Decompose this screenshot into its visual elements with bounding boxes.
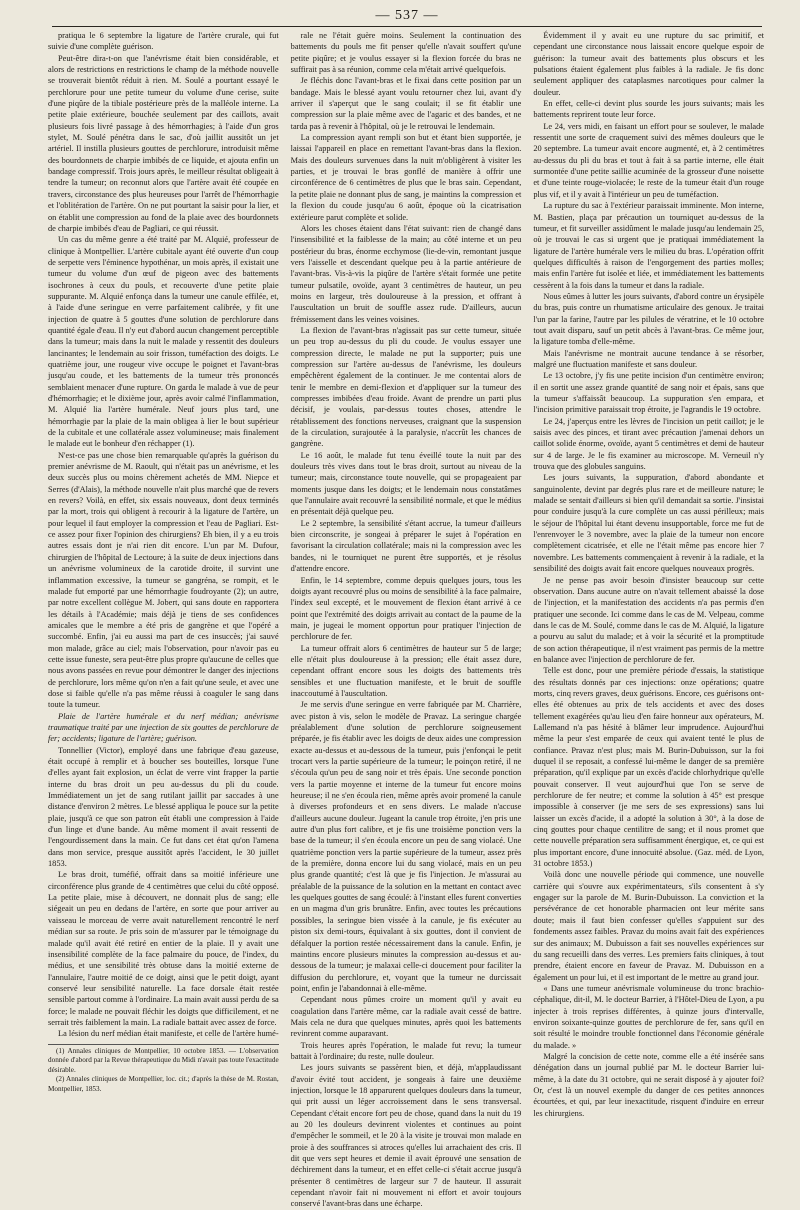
footnote: (2) Annales cliniques de Montpellier, loc. cit.; d'après la thèse de M. Rostan, Montpellier, 1853. <box>48 1075 279 1093</box>
paragraph: N'est-ce pas une chose bien remarquable qu'après la guérison du premier anévrisme de M. Raoult, qui n'était pas un anévrisme, et les deux succès plus ou moins chèrement achetés de MM. Niepce et Serres (d'Alais), la méthode nouvelle n'ait plus marché que de revers en revers? Voilà, en effet, six essais nouveaux, dont deux terminés par la mort, trois qui obligent à recourir à la ligature de l'artère, un pour lequel il faut employer la compression et l'eau de Pagliari. Est-ce assez pour fixer l'opinion des chirurgiens? Eh bien, il y a eu trois autres essais dont je n'ai rien dit encore. L'un par M. Dufour, chirurgien de l'hôpital de Lectoure; à la suite de deux injections dans un anévrisme volumineux de la carotide droite, il survint une inflammation excessive, la tumeur se gangréna, se rompit, et le malade fut emporté par une hémorrhagie foudroyante (2); un autre, par notre excellent collègue M. Jobert, qui sans doute en rapportera les détails à l'Académie; mais déjà je tiens de ses confidences amicales que le membre a été pris de gangrène et que l'opéré a succombé. Enfin, j'ai eu aussi ma part de ces insuccès; j'ai sauvé mon malade, grâce au ciel; mais l'observation, pour n'avoir pas eu cette issue funeste, sera peut-être plus propre qu'aucune de celles que nous avons passées en revue pour démontrer le danger des injections de perchlorure, lors même qu'on n'en a fait qu'une seule, et avec une dose si faible qu'elle n'a pas même réussi à coaguler le sang dans toute la tumeur. <box>48 450 279 710</box>
paragraph: Le bras droit, tuméfié, offrait dans sa moitié inférieure une circonférence plus grande de 4 centimètres que celui du côté opposé. La petite plaie, mise à découvert, ne donnait plus de sang; elle siégeait un peu en dedans de l'artère, en sorte que pour arriver au vaisseau le morceau de verre avait naturellement rencontré le nerf médian sur sa route. Je pris soin de m'assurer par le témoignage du malade qu'il avait été retiré en entier de la plaie. Il y avait une insensibilité complète de la face palmaire du pouce, de l'index, du médius, et une sensibilité très obtuse dans la moitié externe de l'annulaire, l'autre moitié de ce doigt, ainsi que le petit doigt, ayant conservé leur sensibilité naturelle. La face dorsale était restée sensible partout comme à l'ordinaire. La main avait aussi perdu de sa force; le malade ne pouvait fléchir les doigts que difficilement, et ne serrait très faiblement la main. La radiale battait avec assez de force. <box>48 870 279 1027</box>
paragraph: Les jours suivants, la suppuration, d'abord abondante et sanguinolente, devint par degrés plus rare et de meilleure nature; le malade se sentait d'ailleurs si bien qu'il demandait sa sortie. J'insistai pour conduire jusqu'à la cure complète un cas aussi périlleux; mais le séjour de l'hôpital lui étant devenu insupportable, force me fut de l'enrenvoyer le 3 novembre, avec la plaie de la tumeur non encore complètement cicatrisée, et elle ne l'était même pas encore hier 7 novembre. Les battements commençaient à revenir à la radiale, et la sensibilité des doigts avait fait encore quelques nouveaux progrès. <box>533 473 764 574</box>
paragraph: Les jours suivants se passèrent bien, et déjà, m'applaudissant d'avoir évité tout accident, je songeais à faire une deuxième injection, lorsque le 18 apparurent quelques douleurs dans la tumeur, qui prit aussi un léger accroissement dans le sens transversal. Cependant c'était encore fort peu de chose, quand dans la nuit du 19 au 20 les douleurs devinrent violentes et continues au point d'empêcher le sommeil, et le 20 à la visite je trouvai mon malade en proie à des souffrances si atroces qu'elles lui arrachaient des cris. Il dit que vers sept heures et demie il avait éprouvé une sensation de déchirement dans la tumeur, et en effet celle-ci s'était accrue jusqu'à présenter 8 centimètres de largeur sur 7 de hauteur. Il assurait cependant n'avoir fait ni mouvement ni effort et avoir toujours conservé l'avant-bras dans une écharpe. <box>290 1063 522 1209</box>
paragraph: Le 24, j'aperçus entre les lèvres de l'incision un petit caillot; je le saisis avec des pinces, et tirant avec précaution j'amenai dehors un caillot solide énorme, ovoïde, ayant 5 centimètres et demi de hauteur sur 4 de large. Je le fis examiner au microscope. M. Verneuil n'y trouva que des globules sanguins. <box>533 416 764 472</box>
column-middle <box>291 30 522 1210</box>
paragraph: Évidemment il y avait eu une rupture du sac primitif, et cependant une circonstance nous laissait encore quelque espoir de guérison: la tumeur avait des battements plus obscurs et les pulsations étaient également plus faibles à la radiale. Je fis donc seulement appliquer des cataplasmes narcotiques pour calmer la douleur. <box>533 31 764 97</box>
paragraph: « Dans une tumeur anévrismale volumineuse du tronc brachio-céphalique, dit-il, M. le docteur Barrier, à l'Hôtel-Dieu de Lyon, a pu injecter à trois reprises différentes, à quinze jours d'intervalle, environ soixante-quinze gouttes de perchlorure de fer, sans qu'il en soit résulté le moindre trouble fonctionnel dans l'économie générale du malade. » <box>533 983 764 1050</box>
page-number: — 537 — <box>375 8 439 23</box>
paragraph: La lésion du nerf médian était manifeste, et celle de l'artère humé- <box>58 1029 279 1039</box>
paragraph: Plaie de l'artère humérale et du nerf médian; anévrisme traumatique traité par une injection de six gouttes de perchlorure de fer; accidents; ligature de l'artère; guérison. <box>48 711 279 744</box>
paragraph: Trois heures après l'opération, le malade fut revu; la tumeur battait à l'ordinaire; du reste, nulle douleur. <box>290 1040 522 1061</box>
paragraph: rale ne l'était guère moins. Seulement la continuation des battements du pouls me fit penser qu'elle n'avait souffert qu'une petite piqûre; et je voulus essayer si la flexion forcée du bras ne suffirait pas à sa réunion, comme cela m'était arrivé quelquefois. <box>290 31 522 75</box>
paragraph: pratiqua le 6 septembre la ligature de l'artère crurale, qui fut suivie d'une complète guérison. <box>48 31 279 52</box>
paragraph: Nous eûmes à lutter les jours suivants, d'abord contre un érysipèle du bras, puis contre un rhumatisme articulaire des genoux. Je traitai l'un par la farine, l'autre par les pilules de vératrine, et le 10 octobre tout avait disparu, sauf un petit abcès à l'avant-bras. Ce même jour, la ligature tomba d'elle-même. <box>533 291 764 347</box>
paragraph: Le 16 août, le malade fut tenu éveillé toute la nuit par des douleurs très vives dans tout le bras droit, surtout au niveau de la tumeur; mais, circonstance toute nouvelle, qui se propageaient par moments jusque dans les doigts; et le lendemain nous constatâmes que l'annulaire avait recouvré la sensibilité normale, et que le médius en présentait déjà quelque peu. <box>290 450 522 517</box>
paragraph: Telle est donc, pour une première période d'essais, la statistique des résultats donnés par ces injections: onze opérations; quatre morts, cinq revers graves, deux guérisons. Encore, ces guérisons ont-elles été obtenues au prix de tels accidents et avec des doses tellement exagérées qu'au lieu d'en faire honneur aux opérateurs, M. Lallemand n'a pas hésité à blâmer leur imprudence. Aujourd'hui même la peur s'est emparée de ceux qui avaient tenté le plus de confiance. Pravaz n'est plus; mais M. Burin-Dubuisson, sur la foi duquel il se reposait, a confessé lui-même le danger de sa première préparation, qu'il explique par un excès d'acide chlorhydrique qu'elle pouvait conserver. Il veut aujourd'hui que l'on se serve de perchlorure de fer neutre; et comme la solution à 45° est presque impossible à conserver (je me sers de ses expressions) sans lui laisser un excès d'acide, il a adopté la solution à 30°, à la dose de cinq gouttes pour chaque centilitre de sang; et il nous promet que cette nouvelle préparation sera suffisamment énergique, et, ce qui est plus important encore, d'une innocuité absolue. (Gaz. méd. de Lyon, 31 octobre 1853.) <box>533 666 764 869</box>
paragraph: Je me servis d'une seringue en verre fabriquée par M. Charrière, avec piston à vis, selon le modèle de Pravaz. La seringue chargée préalablement d'une solution de perchlorure soigneusement préparée, je fis établir avec les doigts de deux aides une compression exacte au-dessus et au-dessous de la tumeur, puis j'enfonçai le petit trocart vers la partie supérieure de la tumeur; le poinçon retiré, il ne s'écoula qu'un peu de sang noir et très épais. Une seconde ponction vers la partie moyenne et interne de la tumeur fut encore moins heureuse; il ne s'en écoula rien, même après avoir promené la canule à diverses profondeurs et en sens divers. Le malade n'accuse d'ailleurs aucune douleur. Jugeant la canule trop étroite, j'en pris une autre d'un plus fort calibre, et je fis une troisième ponction vers la base de la tumeur; il s'en écoula encore un peu de sang violacé. Une quatrième ponction vers la partie supérieure de la tumeur, assez près de la première, donna encore lui du sang violacé, mais en un peu plus grande quantité; c'est là que je fis l'injection. Je m'assurai au préalable de la puissance de la solution en la mettant en contact avec les quelques gouttes de sang écoulé: à l'instant elles furent converties en un magma d'un gris brunâtre. Enfin, avec toutes les précautions possibles, la seringue bien vissée à la canule, je fis exécuter au piston six demi-tours, équivalant à six gouttes, dont il convient de défalquer la portion restée nécessairement dans la canule. Enfin, je maintins encore plusieurs minutes la compression au-dessus et au-dessous de la tumeur; je malaxai celle-ci doucement pour faciliter la diffusion du perchlorure, et, voyant que la tumeur ne durcissait point, enfin je l'abandonnai à elle-même. <box>290 700 522 993</box>
paragraph: Voilà donc une nouvelle période qui commence, une nouvelle carrière qui s'ouvre aux expérimentateurs, s'ils consentent à s'y engager sur la parole de M. Burin-Dubuisson. La conviction et la persévérance de cet honorable pharmacien ont leur mérite sans doute; mais il faut bien confesser qu'elles s'appuient sur des fondements assez faibles. Pravaz du moins avait fait des expériences sur des animaux; M. Dubuisson a fait ses nouvelles expériences sur du sang recueilli dans des verres. Les premiers faits cliniques, à tout prendre, étaient encore en faveur de Pravaz. M. Dubuisson en a également un pour lui, et il est important de le mettre au grand jour. <box>533 870 764 982</box>
column-right <box>533 30 764 1210</box>
paragraph: Tonnellier (Victor), employé dans une fabrique d'eau gazeuse, était occupé à remplir et à boucher ses bouteilles, lorsque l'une d'elles ayant fait explosion, un éclat de verre vint frapper la partie interne du bras droit un peu au-dessus du pli du coude. Immédiatement un jet de sang rutilant jaillit par saccades à une distance d'environ 2 mètres. Le blessé appliqua le pouce sur la petite plaie, jusqu'à ce que son patron eût établi une compression à l'aide d'un linge et d'une bande. Au même moment il avait ressenti de l'engourdissement dans la main. Ce fut dans cet état qu'on l'amena dans mon service, presque aussitôt après l'accident, le 30 juillet 1853. <box>48 745 279 869</box>
text-columns <box>48 30 764 1209</box>
paragraph: Le 2 septembre, la sensibilité s'étant accrue, la tumeur d'ailleurs bien circonscrite, je songeai à préparer le sujet à l'opération en favorisant la circulation collatérale; mais ni la compression avec les bandes, ni le tourniquet ne purent être supportés, et je résolus d'attendre encore. <box>290 518 522 574</box>
paragraph: Mais l'anévrisme ne montrait aucune tendance à se résorber, malgré une fluctuation manifeste et sans douleur. <box>533 348 764 369</box>
paragraph: La flexion de l'avant-bras n'agissait pas sur cette tumeur, située un peu trop au-dessus du pli du coude. Je voulus essayer une compression directe, le malade ne put la supporter; puis une compression sur l'artère au-dessus de l'anévrisme, les douleurs empêchèrent également de la continuer. Je me contentai alors de tenir le membre en demi-flexion et d'appliquer sur la tumeur des compresses imbibées d'eau froide. Avant de prendre un parti plus décisif, je voulais, par-dessus toutes choses, attendre le rétablissement des fonctions nerveuses, craignant que la suspension de la circulation, surajoutée à la paralysie, n'accrût les chances de gangrène. <box>290 325 522 449</box>
footnote: (1) Annales cliniques de Montpellier, 10 octobre 1853. — L'observation donnée d'abord par la Revue thérapeutique du Midi n'avait pas toute l'exactitude désirable. <box>48 1046 279 1074</box>
paragraph: Je ne pense pas avoir besoin d'insister beaucoup sur cette observation. Dans aucune autre on n'avait tellement abaissé la dose de l'injection, et la manifestation des accidents n'a pas permis d'en pratiquer une seconde. Ici comme dans le cas de M. Velpeau, comme dans le cas de M. Soulé, comme dans le cas de M. Alquié, la ligature a pourvu au salut du malade; et à voir la sécurité et la promptitude de son action thérapeutique, il n'est vraiment pas permis de la mettre en balance avec l'injection de perchlorure de fer. <box>533 575 764 664</box>
paragraph: Peut-être dira-t-on que l'anévrisme était bien considérable, et alors de restrictions en restrictions le champ de la méthode nouvelle se trouverait bientôt réduit à rien. M. Soulé a pourtant essayé le perchlorure pour une petite tumeur du volume d'une cerise, suite d'une piqûre de la tibiale postérieure près de la malléole interne. La petite plaie extérieure, bouchée seulement par des caillots, avait plusieurs fois livré passage à des hémorrhagies; à l'aide d'un gros stylet, M. Soulé pénétra dans le sac, d'où jaillit aussitôt un jet artériel. Il instilla plusieurs gouttes de perchlorure, introduisit même des bourdonnets de charpie imbibés de ce liquide, et ajouta enfin un bandage compressif. Trois jours après, le meilleur résultat obligeait à tendre la tumeur; on reconnut alors que l'artère avait été coupée en travers, circonstance des plus heureuses pour l'arrêt de l'hémorrhagie et l'oblitération de l'artère. On ne put pourtant la saisir pour la lier, et on établit une compression au fond de la plaie avec des bourdonnets de charpie imbibés d'eau de Pagliari, ce qui réussit. <box>48 53 279 233</box>
paragraph: La rupture du sac à l'extérieur paraissait imminente. Mon interne, M. Bastien, plaça par précaution un tourniquet au-dessus de la tumeur, et fit surveiller assidûment le malade jusqu'au lendemain 25, où je trouvai le cas si urgent que je pratiquai immédiatement la ligature de l'artère humérale vers le milieu du bras. L'opération offrit quelques difficultés à raison de l'engorgement des parties molles; mais enfin l'artère fut isolée et liée, et immédiatement les battements cessèrent à la fois dans la tumeur et dans la radiale. <box>533 201 764 290</box>
paragraph: La compression ayant rempli son but et étant bien supportée, je laissai l'appareil en place en remettant l'avant-bras dans la flexion. Mais des douleurs survenues dans la nuit m'obligèrent à visiter les parties, et je trouvai le bras gonflé de manière à offrir une circonférence de 6 centimètres de plus que le bras sain. Cependant, la petite plaie ne donnant plus de sang, je maintins la compression et la flexion du coude jusqu'au 6 août, époque où la cicatrisation extérieure parut complète et solide. <box>290 133 522 222</box>
footnotes <box>48 1044 279 1095</box>
page-header <box>52 6 762 27</box>
column-left <box>48 30 279 1210</box>
paragraph: Malgré la concision de cette note, comme elle a été insérée sans dénégation dans un journal publié par M. le docteur Barrier lui-même, à la date du 31 octobre, qui ne serait disposé à y ajouter foi? Or, c'est là un nouvel exemple du danger de ces petites annonces écourtées, et qui, par leur inexactitude, risquent d'induire en erreur les chirurgiens. <box>533 1051 764 1118</box>
paragraph: Alors les choses étaient dans l'état suivant: rien de changé dans l'insensibilité et la faiblesse de la main; au côté interne et un peu postérieur du bras, énorme ecchymose (lie-de-vin, remontant jusque vers l'aisselle et descendant quelque peu à la partie antérieure de l'avant-bras. Vis-à-vis la piqûre de l'artère s'était formée une petite tumeur pulsatile, ovoïde, ayant 3 centimètres de hauteur, un peu moins en largeur, très douloureuse à la pression, et offrant à l'auscultation un bruit de souffle assez rude. D'ailleurs, aucun frémissement dans les veines voisines. <box>290 223 522 324</box>
paragraph: La tumeur offrait alors 6 centimètres de hauteur sur 5 de large; elle n'était plus douloureuse à la pression; elle était assez dure, cependant offrant encore sous les doigts des battements très sensibles et une fluctuation manifeste, et le bruit de souffle inaccoutumé à l'auscultation. <box>290 643 522 698</box>
paragraph: Le 13 octobre, j'y fis une petite incision d'un centimètre environ; il en sortit une assez grande quantité de sang noir et épais, sans que la tumeur s'affaissât beaucoup. La suppuration s'en empara, et l'incision primitive paraissait trop étroite, je l'agrandis le 19 octobre. <box>533 371 764 415</box>
paragraph: En effet, celle-ci devint plus sourde les jours suivants; mais les battements reprirent toute leur force. <box>533 99 764 120</box>
paragraph: Enfin, le 14 septembre, comme depuis quelques jours, tous les doigts ayant recouvré plus ou moins de sensibilité à la face palmaire, l'index seul excepté, et le mouvement de flexion étant arrivé à ce point que l'extrémité des doigts arrivait au contact de la paume de la main, je jugeai le moment opportun pour pratiquer l'injection de perchlorure de fer. <box>290 575 522 642</box>
paragraph: Un cas du même genre a été traité par M. Alquié, professeur de clinique à Montpellier. L'artère cubitale ayant été ouverte d'un coup de serpette vers l'éminence hypothénar, un mois après, il existait une tumeur du volume d'un œuf de pigeon avec des battements isochrones à ceux du pouls, et recouverte d'une petite plaie suppurante. M. Alquié enfonça dans la tumeur une canule effilée, et, à l'aide d'une seringue en verre parfaitement calibrée, y fit une injection de quatre à 5 gouttes d'une solution de perchlorure dans quantité égale d'eau. Il n'y eut d'abord aucun changement perceptible dans la tumeur; mais dans la nuit le malade y ressentit des douleurs lancinantes; le lendemain au soir frisson, tuméfaction des doigts. Le quatrième jour, une rougeur vive occupe le poignet et l'avant-bras jusqu'au coude, et les battements de la tumeur très prononcés semblaient menacer d'une rupture. On garda le malade à vue de peur d'hémorrhagie; et le dixième jour, après avoir calmé l'inflammation, M. Alquié lia l'artère humérale. Neuf jours plus tard, une hémorrhagie par la plaie de la main obligea à lier le bout supérieur de la cubitale et une collatérale assez volumineuse; mais finalement le malade eut le bonheur d'en réchapper (1). <box>48 235 279 449</box>
paragraph: Cependant nous pûmes croire un moment qu'il y avait eu coagulation dans l'artère même, car la radiale avait cessé de battre. Mais cela ne dura que quelques minutes, après quoi les battements revinrent comme auparavant. <box>290 995 522 1039</box>
paragraph: Je fléchis donc l'avant-bras et le fixai dans cette position par un bandage. Mais le blessé ayant voulu retourner chez lui, avant d'y arriver il s'aperçut que le sang coulait; il se fit établir une compression sur la plaie même avec de l'agaric et des bandes, et ne tarda pas à revenir à l'hôpital, où je le retrouvai le lendemain. <box>290 76 522 131</box>
paragraph: Le 24, vers midi, en faisant un effort pour se soulever, le malade ressentit une sorte de craquement suivi des mêmes douleurs que le 20 septembre. La tumeur avait encore augmenté, et, à 2 centimètres au-dessus du pli du bras et tout à fait à sa partie interne, elle était surmontée d'une petite saillie acuminée de la grosseur d'une noisette et d'une teinte rouge-violacée; le reste de la tumeur était d'un rouge plus vif, et il y avait à l'intérieur un peu de tuméfaction. <box>533 121 764 199</box>
